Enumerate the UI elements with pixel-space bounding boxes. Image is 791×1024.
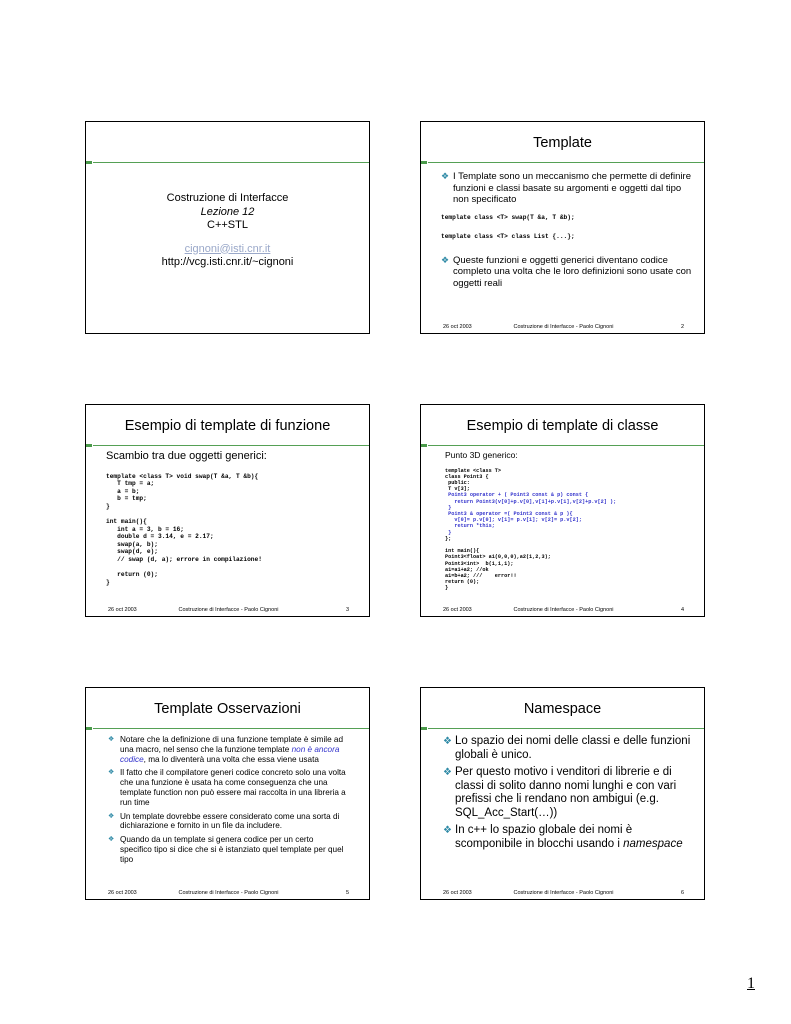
bullet-item: ❖ In c++ lo spazio globale dei nomi è scomponibile in blocchi usando i namespace <box>443 824 683 850</box>
title-rule <box>421 161 704 164</box>
diamond-bullet-icon: ❖ <box>443 736 452 747</box>
footer-date: 26 oct 2003 <box>443 607 472 613</box>
footer-date: 26 oct 2003 <box>443 324 472 330</box>
page-number: 1 <box>747 975 755 992</box>
footer-author: Costruzione di Interfacce - Paolo Cignoni <box>178 607 279 613</box>
footer-author: Costruzione di Interfacce - Paolo Cignoni <box>178 890 279 896</box>
intro-text: Punto 3D generico: <box>445 450 518 460</box>
footer-author: Costruzione di Interfacce - Paolo Cignoni <box>513 890 614 896</box>
slide-content <box>106 451 359 586</box>
footer-date: 26 oct 2003 <box>108 890 137 896</box>
topic: C++STL <box>207 219 248 231</box>
emphasis-text: namespace <box>623 837 683 850</box>
slide-title: Template Osservazioni <box>154 701 301 717</box>
title-rule <box>86 444 369 447</box>
lesson-number: Lezione 12 <box>200 205 255 218</box>
course-name: Costruzione di Interfacce <box>166 192 289 204</box>
footer-date: 26 oct 2003 <box>108 607 137 613</box>
diamond-bullet-icon: ❖ <box>443 767 452 778</box>
footer-page: 2 <box>680 324 684 330</box>
slide-title: Esempio di template di funzione <box>124 418 331 434</box>
email-link[interactable]: cignoni@isti.cnr.it <box>184 242 271 255</box>
diamond-bullet-icon: ❖ <box>108 836 115 844</box>
footer-page: 6 <box>680 890 684 896</box>
slide-title: Esempio di template di classe <box>466 418 659 434</box>
slide-6 <box>420 687 705 900</box>
title-rule <box>86 727 369 730</box>
title-rule <box>421 444 704 447</box>
diamond-bullet-icon: ❖ <box>108 812 115 820</box>
website-url: http://vcg.isti.cnr.it/~cignoni <box>161 256 294 268</box>
code-block: template <class T> class Point3 { public: T v[3]; <box>445 467 502 493</box>
footer-page: 5 <box>345 890 349 896</box>
slide-content <box>108 735 347 869</box>
bullet-item: ❖ Notare che la definizione di una funzione template è simile ad una macro, nel senso che la funzione template non è ancora codice, ma lo diventerà una volta che essa viene usata <box>108 735 344 764</box>
footer-author: Costruzione di Interfacce - Paolo Cignoni <box>513 607 614 613</box>
slide-5 <box>85 687 370 900</box>
footer-author: Costruzione di Interfacce - Paolo Cignoni <box>513 324 614 330</box>
bullet-item: ❖ Quando da un template si genera codice per un certo specifico tipo si dice che si è istanziato quel template per quel tipo <box>108 835 344 864</box>
cover-text <box>86 192 369 270</box>
slide-1 <box>85 121 370 334</box>
code-block: template <class T> void swap(T &a, T &b){ T tmp = a; a = b; b = tmp; } int main(){ int a = 3, b = 16; double d = 3.14, e = 2.17; swap(a, b); swap(d, e); // swap (d, a); errore in compilazione! return (0); } <box>106 472 262 586</box>
title-rule <box>86 161 369 164</box>
diamond-bullet-icon: ❖ <box>443 825 452 836</box>
slide-content <box>443 735 692 855</box>
diamond-bullet-icon: ❖ <box>441 254 450 265</box>
bullet-item: ❖ Per questo motivo i venditori di librerie e di classi di solito danno nomi lunghi e con vari prefissi che li rendano non ambigui (e.g. SQL_Acc_Start(…)) <box>443 766 677 819</box>
bullet-item: ❖ I Template sono un meccanismo che permette di definire funzioni e classi basate su argomenti e oggetti dal tipo non specificato <box>441 171 691 205</box>
diamond-bullet-icon: ❖ <box>108 736 115 743</box>
diamond-bullet-icon: ❖ <box>108 769 115 777</box>
footer-page: 3 <box>345 607 349 613</box>
bullet-item: ❖ Il fatto che il compilatore generi codice concreto solo una volta che una funzione è usata ha come conseguenza che una template function non può essere mai raccolta in una libreria a run time <box>108 768 346 807</box>
code-block: }; int main(){ Point3<float> a1(0,0,0),a2(1,2,3); Point3<int> b(1,1,1); a1=a1+a2; //ok a1=b+a2; /// error!! return (0); } <box>445 535 551 592</box>
slide-4 <box>420 404 705 617</box>
intro-text: Scambio tra due oggetti generici: <box>106 450 267 462</box>
slide-content <box>441 171 694 297</box>
bullet-item: ❖ Un template dovrebbe essere considerato come una sorta di dichiarazione e fornito in un file da includere. <box>108 811 340 831</box>
diamond-bullet-icon: ❖ <box>441 171 450 181</box>
emphasis-text: non è ancora codice <box>120 744 340 764</box>
slide-3 <box>85 404 370 617</box>
bullet-item: ❖ Queste funzioni e oggetti generici diventano codice completo una volta che le loro definizioni sono usate con oggetti reali <box>441 254 692 289</box>
code-block-highlight: Point3 operator + ( Point3 const & p) const { return Point3(v[0]+p.v[0],v[1]+p.v[1],v[2]+p.v[2] ); } Point3 & operator =( Point3 const & p ){ v[0]= p.v[0]; v[1]= p.v[1]; v[2]= p.v[2]; return *this; } <box>448 492 617 536</box>
slide-title: Namespace <box>523 701 602 717</box>
bullet-item: ❖ Lo spazio dei nomi delle classi e delle funzioni globali è unico. <box>443 735 691 761</box>
footer-date: 26 oct 2003 <box>443 890 472 896</box>
title-rule <box>421 727 704 730</box>
code-line: template class <T> swap(T &a, T &b); <box>441 213 575 221</box>
slide-content <box>445 450 694 592</box>
code-line: template class <T> class List {...}; <box>441 233 575 241</box>
slide-title: Template <box>533 135 592 151</box>
slide-2 <box>420 121 705 334</box>
footer-page: 4 <box>680 607 684 613</box>
